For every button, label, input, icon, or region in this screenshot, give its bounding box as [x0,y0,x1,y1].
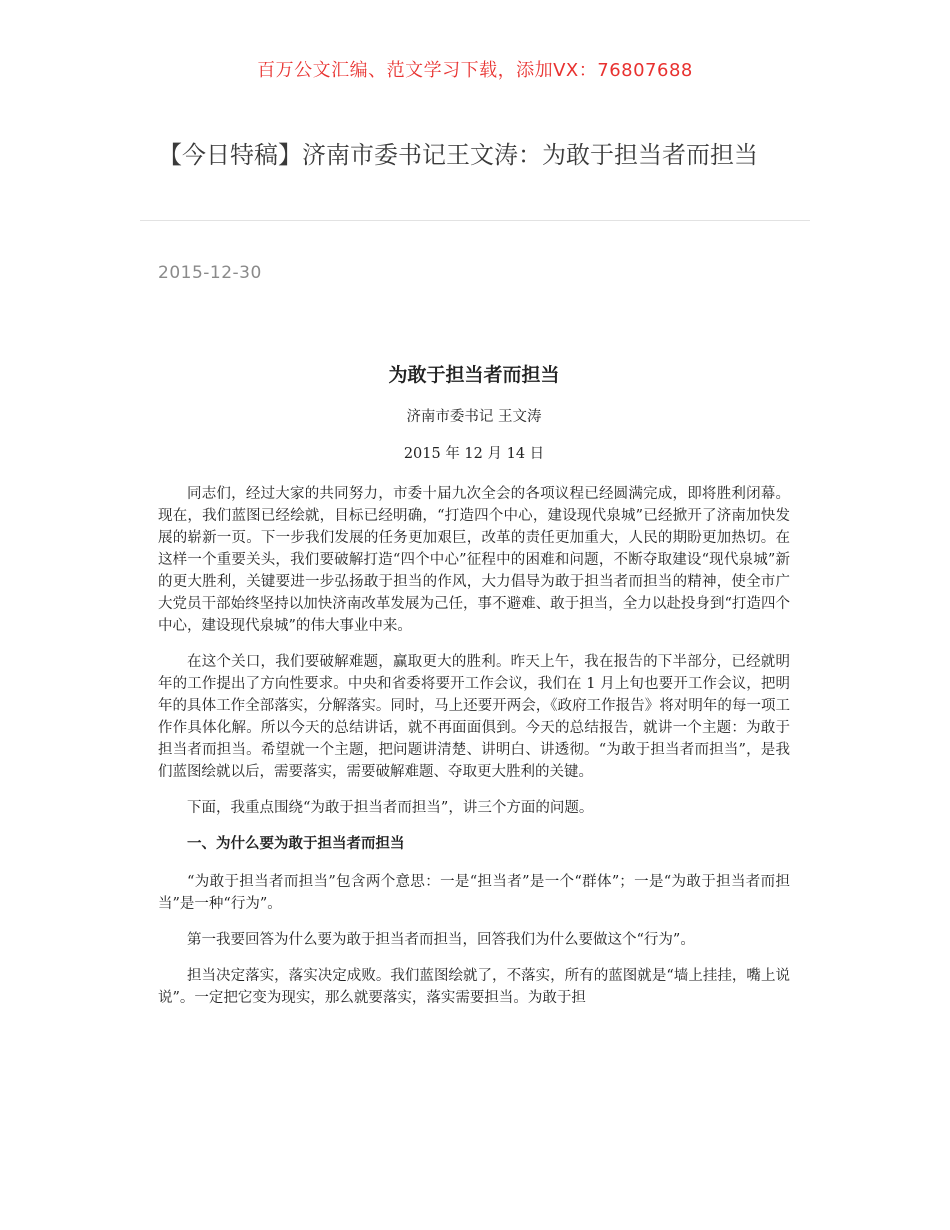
header-divider [140,220,810,221]
paragraph: 下面，我重点围绕“为敢于担当者而担当”，讲三个方面的问题。 [187,800,594,816]
article-author: 济南市委书记 王文涛 [406,409,542,425]
section-heading: 一、为什么要为敢于担当者而担当 [187,836,405,852]
paragraph: 担当决定落实，落实决定成败。我们蓝图绘就了，不落实，所有的蓝图就是“墙上挂挂，嘴上说说”。一定把它变为现实，那么就要落实，落实需要担当。为敢于担 [158,968,790,1006]
article-date: 2015 年 12 月 14 日 [403,446,545,462]
post-date: 2015-12-30 [158,263,262,283]
paragraph: 第一我要回答为什么要为敢于担当者而担当，回答我们为什么要做这个“行为”。 [187,932,695,948]
article-title: 为敢于担当者而担当 [388,364,560,386]
paragraph: 在这个关口，我们要破解难题，赢取更大的胜利。昨天上午，我在报告的下半部分，已经就明年的工作提出了方向性要求。中央和省委将要开工作会议，我们在 1 月上旬也要开工作会议，把明年的具体工作全部落实，分解落实。同时，马上还要开两会，《政府工作报告》将对明年的每一项工作作具体化解。所以今天的总结讲话，就不再面面俱到。今天的总结报告，就讲一个主题：为敢于担当者而担当。希望就一个主题，把问题讲清楚、讲明白、讲透彻。“为敢于担当者而担当”，是我们蓝图绘就以后，需要落实，需要破解难题、夺取更大胜利的关键。 [158,654,790,780]
post-headline: 【今日特稿】济南市委书记王文涛：为敢于担当者而担当 [158,141,758,169]
promo-banner: 百万公文汇编、范文学习下载，添加VX：76807688 [257,60,693,81]
paragraph: 同志们，经过大家的共同努力，市委十届九次全会的各项议程已经圆满完成，即将胜利闭幕。现在，我们蓝图已经绘就，目标已经明确，“打造四个中心，建设现代泉城”已经掀开了济南加快发展的崭新一页。下一步我们发展的任务更加艰巨，改革的责任更加重大，人民的期盼更加热切。在这样一个重要关头，我们要破解打造“四个中心”征程中的困难和问题，不断夺取建设“现代泉城”新的更大胜利，关键要进一步弘扬敢于担当的作风，大力倡导为敢于担当者而担当的精神，使全市广大党员干部始终坚持以加快济南改革发展为己任，事不避难、敢于担当，全力以赴投身到“打造四个中心，建设现代泉城”的伟大事业中来。 [158,486,790,634]
article-body [158,360,790,1023]
paragraph: “为敢于担当者而担当”包含两个意思：一是“担当者”是一个“群体”；一是“为敢于担当者而担当”是一种“行为”。 [158,874,790,912]
